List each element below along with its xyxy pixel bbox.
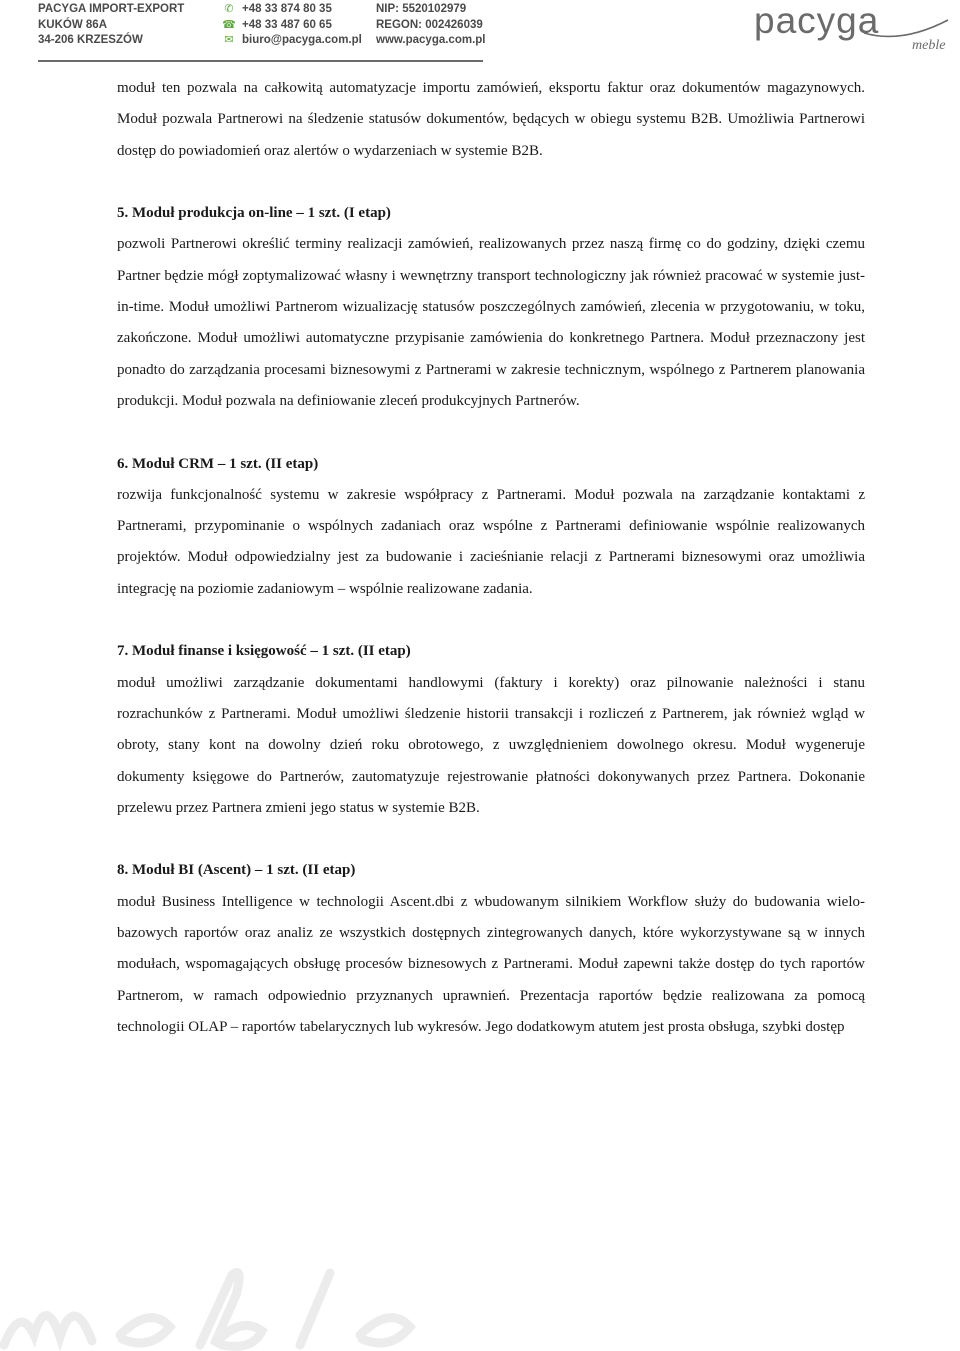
section-5-paragraph: pozwoli Partnerowi określić terminy realizacji zamówień, realizowanych przez naszą firmę co do godziny, dzięki czemu Partner będzie mógł zoptymalizować własny i wewnętrzny transport technologiczny jak również pracować w systemie just-in-time. Moduł umożliwi Partnerom wizualizację statusów poszczególnych zamówień, zlecenia w przygotowaniu, w toku, zakończone. Moduł umożliwi automatyczne przypisanie zamówienia do konkretnego Partnera. Moduł przeznaczony jest ponadto do zarządzania procesami biznesowymi z Partnerami w zakresie technicznym, wspólnego z Partnerem planowania produkcji. Moduł pozwala na definiowanie zleceń produkcyjnych Partnerów. <box>117 236 865 409</box>
section-8-title: 8. Moduł BI (Ascent) – 1 szt. <box>117 862 299 879</box>
company-street: KUKÓW 86A <box>38 18 108 31</box>
email-link[interactable]: biuro@pacyga.com.pl <box>242 34 362 46</box>
website-link[interactable]: www.pacyga.com.pl <box>376 34 486 46</box>
phone-icon: ✆ <box>224 3 234 15</box>
section-6-heading <box>117 449 865 480</box>
section-6-title: 6. Moduł CRM – 1 szt. <box>117 455 262 472</box>
logo-subtitle: meble <box>912 38 946 52</box>
intro-paragraph: moduł ten pozwala na całkowitą automatyzacje importu zamówień, eksportu faktur oraz dokumentów magazynowych. Moduł pozwala Partnerowi na śledzenie statusów dokumentów, będących w obiegu systemu B2B. Umożliwia Partnerowi dostęp do powiadomień oraz alertów o wydarzeniach w systemie B2B. <box>117 80 865 159</box>
envelope-icon: ✉ <box>224 34 234 46</box>
company-registration <box>376 2 486 49</box>
company-city: 34-206 KRZESZÓW <box>38 34 143 46</box>
company-address <box>38 2 184 49</box>
section-7-paragraph: moduł umożliwi zarządzanie dokumentami handlowymi (faktury i korekty) oraz pilnowanie należności i stanu rozrachunków z Partnerami. Moduł umożliwi śledzenie historii transakcji i rozliczeń z Partnerem, jak również wgląd w obroty, stany kont na dowolny dzień roku obrotowego, z uwzględnieniem dowolnego okresu. Moduł wygeneruje dokumenty księgowe do Partnerów, zautomatyzuje rejestrowanie płatności dokonywanych przez Partnera. Dokonanie przelewu przez Partnera zmieni jego status w systemie B2B. <box>117 674 865 816</box>
section-7-title: 7. Moduł finanse i księgowość – 1 szt. <box>117 643 355 660</box>
company-name: PACYGA IMPORT-EXPORT <box>38 3 185 15</box>
meble-watermark <box>0 1265 420 1351</box>
section-6-paragraph: rozwija funkcjonalność systemu w zakresie współpracy z Partnerami. Moduł pozwala na zarządzanie kontaktami z Partnerami, przypominanie o wspólnych zadaniach oraz wspólne z Partnerami definiowanie wspólnie realizowanych projektów. Moduł odpowiedzialny jest za budowanie i zacieśnianie relacji z Partnerami biznesowymi oraz umożliwia integrację na poziomie zadaniowym – wspólnie realizowane zadania. <box>117 486 865 597</box>
section-8-paragraph: moduł Business Intelligence w technologii Ascent.dbi z wbudowanym silnikiem Workflow służy do budowania wielo-bazowych raportów oraz analiz ze wszystkich dostępnych zintegrowanych danych, które wykorzystywane są w innych modułach, wspomagających obsługę procesów biznesowych z Partnerami. Moduł zapewni także dostęp do tych raportów Partnerom, w ramach odpowiednio przyznanych uprawnień. Prezentacja raportów będzie realizowana za pomocą technologii OLAP – raportów tabelarycznych lub wykresów. Jego dodatkowym atutem jest prosta obsługa, szybki dostęp <box>117 893 865 1035</box>
logo-word: pacyga <box>754 0 880 41</box>
fax-number: +48 33 487 60 65 <box>242 18 332 31</box>
document-body <box>117 73 865 1043</box>
phone-number: +48 33 874 80 35 <box>242 3 332 15</box>
section-5-stage: (I etap) <box>343 205 391 222</box>
header-divider <box>38 60 483 62</box>
section-5-heading <box>117 198 865 229</box>
section-7-stage: (II etap) <box>357 643 411 660</box>
company-logo <box>752 0 957 52</box>
company-contact <box>222 2 362 49</box>
section-8-stage: (II etap) <box>302 862 356 879</box>
fax-icon: ☎ <box>222 18 236 31</box>
letterhead <box>0 0 960 66</box>
section-8-heading <box>117 855 865 886</box>
regon-number: REGON: 002426039 <box>376 18 483 31</box>
section-7-heading <box>117 636 865 667</box>
section-6-stage: (II etap) <box>265 455 319 472</box>
section-5-title: 5. Moduł produkcja on-line – 1 szt. <box>117 205 341 222</box>
nip-number: NIP: 5520102979 <box>376 3 467 15</box>
